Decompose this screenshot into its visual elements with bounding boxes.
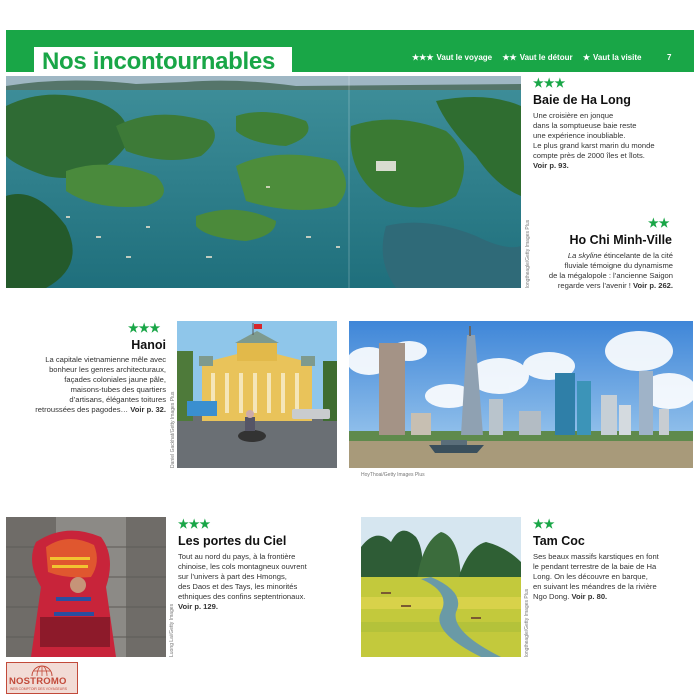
portes-description <box>178 552 338 612</box>
hcm-line: fluviale témoigne du dynamisme <box>564 261 673 270</box>
ha-long-line: compte près de 2000 îles et îlots. <box>533 151 645 160</box>
hanoi-line: d’artisans, élégantes toitures <box>69 395 166 404</box>
legend-label-1: Vaut la visite <box>593 53 642 62</box>
ha-long-line: dans la somptueuse baie reste <box>533 121 637 130</box>
tamcoc-stars: ★★ <box>533 517 555 531</box>
ha-long-page-ref: Voir p. 93. <box>533 161 569 170</box>
hcm-photo-credit: HoyThoai/Getty Images Plus <box>361 472 425 478</box>
legend-stars-2: ★★ <box>502 53 517 62</box>
page-title: Nos incontournables <box>42 48 275 75</box>
hcm-page-ref: Voir p. 262. <box>633 281 673 290</box>
hcm-title: Ho Chi Minh-Ville <box>569 233 672 247</box>
hcm-description <box>520 251 673 291</box>
hanoi-opera-photo <box>177 321 337 468</box>
ha-long-title: Baie de Ha Long <box>533 93 631 107</box>
hanoi-line: façades coloniales jaune pâle, <box>64 375 166 384</box>
ha-long-stars: ★★★ <box>533 76 566 90</box>
portes-page-ref: Voir p. 129. <box>178 602 218 611</box>
ha-long-line: Le plus grand karst marin du monde <box>533 141 655 150</box>
tamcoc-page-ref: Voir p. 80. <box>571 592 608 601</box>
hcm-last-text: regarde vers l’avenir ! <box>557 281 631 290</box>
hcm-line: de la mégalopole : l’ancienne Saigon <box>548 271 673 280</box>
portes-line: Tout au nord du pays, à la frontière <box>178 552 296 561</box>
portes-title: Les portes du Ciel <box>178 534 287 548</box>
tamcoc-line: le pendant terrestre de la baie de Ha <box>533 562 657 571</box>
hanoi-last-line <box>20 405 166 415</box>
portes-stars: ★★★ <box>178 517 211 531</box>
page-number: 7 <box>667 53 672 62</box>
tamcoc-line: en suivant les méandres de la rivière <box>533 582 657 591</box>
hanoi-page-ref: Voir p. 32. <box>130 405 166 414</box>
hanoi-line: maisons-tubes des quartiers <box>70 385 166 394</box>
hanoi-line: bonheur les genres architecturaux, <box>49 365 166 374</box>
tamcoc-line: Ses beaux massifs karstiques en font <box>533 552 659 561</box>
legend-label-2: Vaut le détour <box>519 53 573 62</box>
ha-long-photo-credit: longtheagle/Getty Images Plus <box>525 219 531 288</box>
hanoi-stars: ★★★ <box>128 321 161 335</box>
legend-stars-1: ★ <box>582 53 590 62</box>
tamcoc-last-text: Ngo Dong. <box>533 592 570 601</box>
portes-line: des Daos et des Tays, les minorités <box>178 582 298 591</box>
hcm-stars: ★★ <box>648 216 670 230</box>
logo-tagline: WEB COMPTOIR DES VOYAGEURS <box>10 687 67 691</box>
hcm-last-line <box>520 281 673 291</box>
hcm-line-1 <box>520 251 673 261</box>
logo-name: NOSTROMO <box>9 676 67 687</box>
tam-coc-photo <box>361 517 521 657</box>
tamcoc-description <box>533 552 693 602</box>
ho-chi-minh-skyline-photo <box>349 321 693 468</box>
portes-line: ethniques des confins septentrionaux. <box>178 592 306 601</box>
legend-label-3: Vaut le voyage <box>436 53 493 62</box>
tamcoc-title: Tam Coc <box>533 534 585 548</box>
legend-stars-3: ★★★ <box>412 53 434 62</box>
portes-line: chinoise, les cols montagneux ouvrent <box>178 562 307 571</box>
ha-long-line: Une croisière en jonque <box>533 111 614 120</box>
hanoi-last-text: retroussées des pagodes… <box>35 405 129 414</box>
hanoi-line: La capitale vietnamienne mêle avec <box>45 355 166 364</box>
hcm-line-1-rest: étincelante de la cité <box>601 251 673 260</box>
portes-du-ciel-photo <box>6 517 166 657</box>
hanoi-description <box>20 355 166 415</box>
star-legend <box>412 52 641 64</box>
globe-icon <box>30 664 54 676</box>
hanoi-title: Hanoi <box>131 338 166 352</box>
hcm-skyline-italic: La skyline <box>567 251 602 260</box>
tamcoc-line: Long. On les découvre en barque, <box>533 572 648 581</box>
tamcoc-last-line <box>533 592 693 602</box>
portes-photo-credit: Luong Lai/Getty Images <box>169 603 175 657</box>
tamcoc-photo-credit: longtheagle/Getty Images Plus <box>524 588 530 657</box>
portes-line: sur l’univers à part des Hmongs, <box>178 572 287 581</box>
ha-long-description <box>533 111 693 171</box>
hanoi-photo-credit: Daniel Gackhat/Getty Images Plus <box>170 391 176 468</box>
ha-long-bay-photo <box>6 76 521 288</box>
ha-long-line: une expérience inoubliable. <box>533 131 626 140</box>
